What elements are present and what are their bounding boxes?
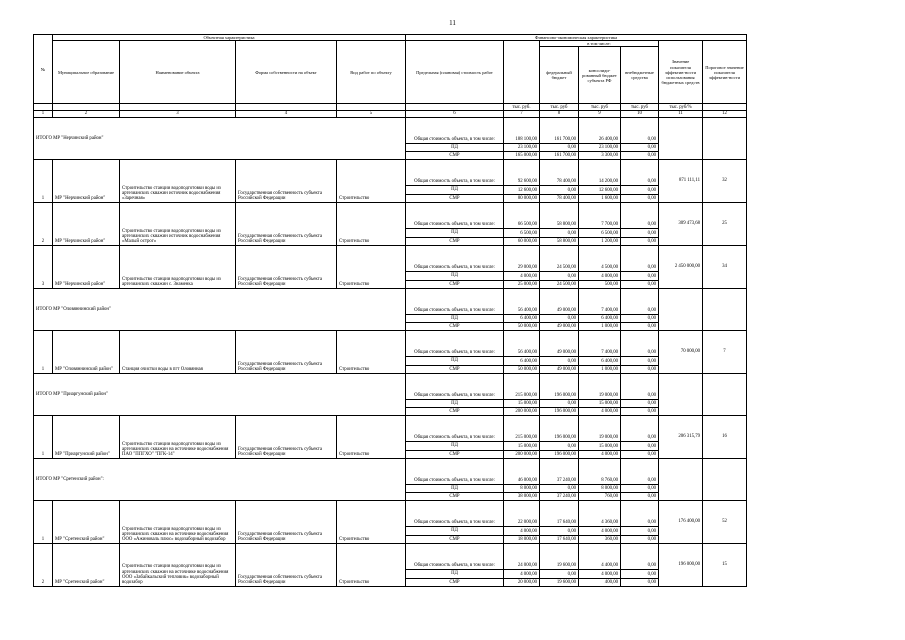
- cost-label-pd: ПД: [406, 484, 504, 492]
- threshold-cell: [703, 458, 747, 500]
- cost-label-pd: ПД: [406, 228, 504, 237]
- cost-value-pd: 0,00: [621, 143, 659, 151]
- column-number: 9: [579, 111, 621, 117]
- item-object-name: Строительство станции водоподготовки воды из артезианских скважин источник водоснабжения «Заречная»: [120, 159, 236, 202]
- efficiency-cell: [659, 288, 703, 330]
- cost-value-total: 37 240,00: [540, 458, 579, 484]
- cost-value-total: 161 700,00: [540, 117, 579, 143]
- cost-label-total: Общая стоимость объекта, в том числе:: [406, 288, 504, 314]
- cost-value-pd: 0,00: [621, 526, 659, 535]
- cost-value-pd: 0,00: [540, 228, 579, 237]
- cost-label-total: Общая стоимость объекта, в том числе:: [406, 117, 504, 143]
- cost-value-total: 17 640,00: [540, 500, 579, 526]
- item-number: 1: [34, 159, 53, 202]
- cost-value-total: 7 700,00: [579, 202, 621, 228]
- cost-value-smr: 161 700,00: [540, 151, 579, 159]
- item-municipality: МР "Сретенский район": [53, 500, 120, 543]
- cost-label-total: Общая стоимость объекта, в том числе:: [406, 245, 504, 271]
- cost-value-total: 14 200,00: [579, 159, 621, 185]
- cost-label-smr: СМР: [406, 237, 504, 245]
- item-object-name: Строительство станции водоподготовки воды из артезианских скважин на источнике водоснабжения ООО «Ажиноваль плюс» водозаборный водозабор: [120, 500, 236, 543]
- cost-value-pd: 0,00: [540, 569, 579, 578]
- cost-value-pd: 4 000,00: [579, 569, 621, 578]
- threshold-value: 15: [703, 543, 747, 586]
- efficiency-cell: [659, 458, 703, 500]
- cost-value-smr: 0,00: [621, 322, 659, 330]
- cost-label-pd: ПД: [406, 143, 504, 151]
- efficiency-value: 309 473,68: [659, 202, 703, 245]
- cost-label-pd: ПД: [406, 271, 504, 280]
- cost-value-smr: 19 600,00: [540, 578, 579, 586]
- cost-value-total: 7 400,00: [579, 330, 621, 356]
- item-object-name: Строительство станции водоподготовки воды из артезианских скважин с. Знаменка: [120, 245, 236, 288]
- cost-value-smr: 18 000,00: [504, 535, 540, 543]
- cost-value-total: 188 100,00: [504, 117, 540, 143]
- cost-value-pd: 15 000,00: [579, 441, 621, 450]
- cost-value-total: 196 000,00: [540, 415, 579, 441]
- efficiency-value: 2 450 000,00: [659, 245, 703, 288]
- cost-value-pd: 6 500,00: [579, 228, 621, 237]
- item-object-name: Станция очистки воды в пгт Оловянная: [120, 330, 236, 373]
- column-number: 1: [34, 111, 53, 117]
- cost-value-total: 0,00: [621, 245, 659, 271]
- header-extrabudget: внебюджетные средства: [621, 47, 659, 104]
- threshold-value: 34: [703, 245, 747, 288]
- item-row: [34, 159, 747, 185]
- header-incl: в том числе:: [540, 41, 659, 47]
- threshold-cell: [703, 117, 747, 159]
- item-municipality: МР "Нерчинский район": [53, 159, 120, 202]
- threshold-cell: [703, 373, 747, 415]
- cost-value-total: 56 400,00: [504, 330, 540, 356]
- item-object-name: Строительство станции водоподготовки воды из артезианских скважин на источнике водоснабжения ПАО "ППГХО" "ПГК-14": [120, 415, 236, 458]
- item-municipality: МР "Нерчинский район": [53, 245, 120, 288]
- cost-value-pd: 0,00: [621, 569, 659, 578]
- cost-value-total: 0,00: [621, 415, 659, 441]
- units-cell: тыс. руб: [540, 104, 579, 111]
- efficiency-value: 196 000,00: [659, 543, 703, 586]
- cost-value-total: 24 500,00: [540, 245, 579, 271]
- cost-label-total: Общая стоимость объекта, в том числе:: [406, 202, 504, 228]
- cost-value-pd: 6 500,00: [504, 228, 540, 237]
- cost-value-total: 46 000,00: [504, 458, 540, 484]
- cost-value-pd: 15 000,00: [579, 399, 621, 407]
- total-row: [34, 373, 747, 399]
- cost-value-smr: 0,00: [621, 535, 659, 543]
- item-ownership: Государственная собственность субъекта Российской Федерации: [236, 330, 337, 373]
- cost-value-smr: 38 000,00: [504, 492, 540, 500]
- cost-value-smr: 760,00: [579, 492, 621, 500]
- cost-value-pd: 23 100,00: [579, 143, 621, 151]
- cost-value-total: 0,00: [621, 330, 659, 356]
- cost-value-total: 58 800,00: [540, 202, 579, 228]
- column-number: 4: [236, 111, 337, 117]
- cost-label-pd: ПД: [406, 399, 504, 407]
- item-work-type: Строительство: [337, 245, 406, 288]
- cost-value-total: 0,00: [621, 288, 659, 314]
- cost-value-pd: 0,00: [540, 484, 579, 492]
- cost-label-smr: СМР: [406, 280, 504, 288]
- investment-table: [33, 34, 747, 587]
- units-cell: [120, 104, 236, 111]
- cost-value-total: 24 000,00: [504, 543, 540, 569]
- item-work-type: Строительство: [337, 159, 406, 202]
- cost-value-smr: 200 000,00: [504, 450, 540, 458]
- item-row: [34, 330, 747, 356]
- column-number: 12: [703, 111, 747, 117]
- cost-value-smr: 0,00: [621, 407, 659, 415]
- cost-value-smr: 49 000,00: [540, 322, 579, 330]
- cost-value-total: 0,00: [621, 500, 659, 526]
- cost-value-smr: 0,00: [621, 492, 659, 500]
- cost-value-total: 8 760,00: [579, 458, 621, 484]
- cost-value-smr: 0,00: [621, 194, 659, 202]
- cost-value-smr: 4 000,00: [579, 407, 621, 415]
- cost-label-smr: СМР: [406, 407, 504, 415]
- cost-value-pd: 0,00: [540, 143, 579, 151]
- header-group-finance: Финансово-экономическая характеристика: [406, 35, 747, 41]
- cost-label-pd: ПД: [406, 356, 504, 365]
- item-work-type: Строительство: [337, 202, 406, 245]
- item-row: [34, 202, 747, 228]
- cost-value-total: 215 000,00: [504, 373, 540, 399]
- cost-value-pd: 0,00: [621, 356, 659, 365]
- cost-value-total: 0,00: [621, 159, 659, 185]
- cost-value-total: 0,00: [621, 543, 659, 569]
- cost-value-total: 0,00: [621, 373, 659, 399]
- cost-value-smr: 200 000,00: [504, 407, 540, 415]
- cost-value-total: 7 400,00: [579, 288, 621, 314]
- cost-value-smr: 1 600,00: [579, 194, 621, 202]
- column-number: 7: [504, 111, 540, 117]
- cost-label-total: Общая стоимость объекта, в том числе:: [406, 330, 504, 356]
- cost-value-smr: 0,00: [621, 450, 659, 458]
- cost-value-pd: 0,00: [621, 399, 659, 407]
- header-group-object: Объектная характеристика: [53, 35, 406, 41]
- header-threshold: Пороговое значение показателя эффектив-ности: [703, 41, 747, 104]
- item-ownership: Государственная собственность субъекта Российской Федерации: [236, 543, 337, 586]
- cost-value-smr: 60 000,00: [504, 237, 540, 245]
- efficiency-cell: [659, 373, 703, 415]
- item-municipality: МР "Приаргунский район": [53, 415, 120, 458]
- item-ownership: Государственная собственность субъекта Российской Федерации: [236, 202, 337, 245]
- item-number: 1: [34, 415, 53, 458]
- item-work-type: Строительство: [337, 330, 406, 373]
- cost-value-pd: 6 400,00: [504, 356, 540, 365]
- cost-value-total: 49 000,00: [540, 288, 579, 314]
- cost-value-smr: 360,00: [579, 535, 621, 543]
- header-ownership: Форма собственности на объект: [236, 41, 337, 104]
- column-number: 6: [406, 111, 504, 117]
- cost-value-smr: 400,00: [579, 578, 621, 586]
- cost-value-pd: 0,00: [540, 526, 579, 535]
- cost-value-smr: 500,00: [579, 280, 621, 288]
- threshold-value: 52: [703, 500, 747, 543]
- cost-label-pd: ПД: [406, 314, 504, 322]
- column-number: 11: [659, 111, 703, 117]
- cost-value-total: 0,00: [621, 458, 659, 484]
- cost-value-pd: 4 000,00: [504, 526, 540, 535]
- cost-value-total: 92 600,00: [504, 159, 540, 185]
- units-cell: [53, 104, 120, 111]
- item-ownership: Государственная собственность субъекта Российской Федерации: [236, 159, 337, 202]
- header-blank: [504, 41, 540, 104]
- item-row: [34, 245, 747, 271]
- item-row: [34, 500, 747, 526]
- cost-value-total: 78 400,00: [540, 159, 579, 185]
- cost-value-smr: 1 000,00: [579, 365, 621, 373]
- cost-label-smr: СМР: [406, 151, 504, 159]
- item-municipality: МР "Нерчинский район": [53, 202, 120, 245]
- cost-value-total: 196 000,00: [540, 373, 579, 399]
- cost-value-smr: 0,00: [621, 578, 659, 586]
- header-efficiency: Значение показателя эффектив-ности использования бюджетных средств: [659, 41, 703, 104]
- cost-label-smr: СМР: [406, 578, 504, 586]
- column-number: 10: [621, 111, 659, 117]
- cost-value-total: 19 600,00: [540, 543, 579, 569]
- cost-value-smr: 17 640,00: [540, 535, 579, 543]
- threshold-value: 7: [703, 330, 747, 373]
- cost-value-smr: 20 000,00: [504, 578, 540, 586]
- item-work-type: Строительство: [337, 415, 406, 458]
- item-number: 1: [34, 500, 53, 543]
- total-row: [34, 117, 747, 143]
- total-title: ИТОГО МР "Сретенский район":: [34, 458, 406, 500]
- cost-value-pd: 4 000,00: [579, 526, 621, 535]
- column-number: 3: [120, 111, 236, 117]
- investment-table-sheet: [33, 34, 747, 587]
- efficiency-value: 871 111,11: [659, 159, 703, 202]
- cost-value-smr: 1 000,00: [579, 322, 621, 330]
- threshold-value: 32: [703, 159, 747, 202]
- cost-value-smr: 0,00: [621, 365, 659, 373]
- units-cell: [406, 104, 504, 111]
- header-consolidated: консолиди-рованный бюджет субъекта РФ: [579, 47, 621, 104]
- cost-value-smr: 196 000,00: [540, 450, 579, 458]
- cost-value-total: 4 500,00: [579, 245, 621, 271]
- units-cell: тыс. руб/%: [659, 104, 703, 111]
- cost-value-pd: 4 000,00: [579, 271, 621, 280]
- cost-label-smr: СМР: [406, 535, 504, 543]
- cost-value-smr: 50 000,00: [504, 322, 540, 330]
- item-row: [34, 543, 747, 569]
- page-number: 11: [449, 19, 456, 27]
- cost-value-pd: 0,00: [540, 356, 579, 365]
- efficiency-value: 70 000,00: [659, 330, 703, 373]
- cost-label-total: Общая стоимость объекта, в том числе:: [406, 543, 504, 569]
- item-number: 3: [34, 245, 53, 288]
- total-title: ИТОГО МР "Приаргунский район": [34, 373, 406, 415]
- units-cell: [236, 104, 337, 111]
- efficiency-value: 176 400,00: [659, 500, 703, 543]
- cost-value-smr: 49 000,00: [540, 365, 579, 373]
- cost-value-pd: 0,00: [621, 228, 659, 237]
- header-no: №: [34, 35, 53, 104]
- cost-label-pd: ПД: [406, 185, 504, 194]
- header-federal: федеральный бюджет: [540, 47, 579, 104]
- item-row: [34, 415, 747, 441]
- units-cell: [703, 104, 747, 111]
- cost-value-smr: 80 000,00: [504, 194, 540, 202]
- header-estimated-cost: Предельная (плановая) стоимость работ: [406, 41, 504, 104]
- cost-value-smr: 78 400,00: [540, 194, 579, 202]
- cost-label-smr: СМР: [406, 194, 504, 202]
- cost-value-smr: 0,00: [621, 280, 659, 288]
- total-row: [34, 458, 747, 484]
- cost-value-pd: 6 400,00: [579, 356, 621, 365]
- cost-value-pd: 6 400,00: [504, 314, 540, 322]
- item-municipality: МР "Оловяннинский район": [53, 330, 120, 373]
- cost-value-total: 56 400,00: [504, 288, 540, 314]
- efficiency-cell: [659, 117, 703, 159]
- cost-value-pd: 4 000,00: [504, 569, 540, 578]
- cost-value-smr: 4 000,00: [579, 450, 621, 458]
- cost-value-smr: 165 000,00: [504, 151, 540, 159]
- item-object-name: Строительство станции водоподготовки воды из артезианских скважин на источнике водоснабжения ООО «Забайкальский тепловик» водозаборный водозабор: [120, 543, 236, 586]
- cost-value-pd: 0,00: [621, 314, 659, 322]
- cost-value-pd: 23 100,00: [504, 143, 540, 151]
- threshold-cell: [703, 288, 747, 330]
- cost-value-total: 4 360,00: [579, 500, 621, 526]
- units-cell: [337, 104, 406, 111]
- cost-value-pd: 0,00: [621, 185, 659, 194]
- cost-value-total: 0,00: [621, 117, 659, 143]
- cost-value-smr: 196 000,00: [540, 407, 579, 415]
- cost-value-pd: 0,00: [540, 441, 579, 450]
- total-row: [34, 288, 747, 314]
- item-ownership: Государственная собственность субъекта Российской Федерации: [236, 415, 337, 458]
- cost-value-total: 29 000,00: [504, 245, 540, 271]
- cost-label-smr: СМР: [406, 322, 504, 330]
- cost-label-total: Общая стоимость объекта, в том числе:: [406, 458, 504, 484]
- cost-label-pd: ПД: [406, 526, 504, 535]
- cost-value-pd: 15 000,00: [504, 399, 540, 407]
- cost-value-total: 26 400,00: [579, 117, 621, 143]
- cost-value-smr: 0,00: [621, 237, 659, 245]
- cost-value-pd: 0,00: [621, 271, 659, 280]
- cost-label-total: Общая стоимость объекта, в том числе:: [406, 415, 504, 441]
- cost-value-pd: 8 000,00: [579, 484, 621, 492]
- cost-value-smr: 1 200,00: [579, 237, 621, 245]
- cost-value-pd: 0,00: [540, 399, 579, 407]
- cost-value-smr: 3 300,00: [579, 151, 621, 159]
- cost-value-pd: 0,00: [621, 484, 659, 492]
- cost-value-smr: 24 500,00: [540, 280, 579, 288]
- column-number: 2: [53, 111, 120, 117]
- item-number: 2: [34, 202, 53, 245]
- cost-label-pd: ПД: [406, 569, 504, 578]
- cost-label-pd: ПД: [406, 441, 504, 450]
- item-work-type: Строительство: [337, 543, 406, 586]
- cost-value-pd: 4 000,00: [504, 271, 540, 280]
- column-number: 5: [337, 111, 406, 117]
- item-number: 1: [34, 330, 53, 373]
- units-cell: тыс. руб: [579, 104, 621, 111]
- cost-label-smr: СМР: [406, 365, 504, 373]
- item-municipality: МР "Сретенский район": [53, 543, 120, 586]
- item-ownership: Государственная собственность субъекта Российской Федерации: [236, 500, 337, 543]
- cost-value-pd: 0,00: [540, 271, 579, 280]
- header-municipality: Муниципальное образование: [53, 41, 120, 104]
- cost-label-total: Общая стоимость объекта, в том числе:: [406, 373, 504, 399]
- cost-value-total: 22 000,00: [504, 500, 540, 526]
- item-number: 2: [34, 543, 53, 586]
- threshold-value: 25: [703, 202, 747, 245]
- efficiency-value: 206 315,79: [659, 415, 703, 458]
- cost-label-smr: СМР: [406, 492, 504, 500]
- total-title: ИТОГО МР "Оловяннинский район": [34, 288, 406, 330]
- units-cell: [34, 104, 53, 111]
- header-object-name: Наименование объекта: [120, 41, 236, 104]
- cost-value-pd: 15 000,00: [504, 441, 540, 450]
- cost-value-total: 66 500,00: [504, 202, 540, 228]
- total-title: ИТОГО МР "Нерчинский район": [34, 117, 406, 159]
- cost-value-total: 4 400,00: [579, 543, 621, 569]
- threshold-value: 16: [703, 415, 747, 458]
- cost-value-pd: 12 600,00: [504, 185, 540, 194]
- cost-value-total: 215 000,00: [504, 415, 540, 441]
- cost-value-smr: 37 240,00: [540, 492, 579, 500]
- column-number: 8: [540, 111, 579, 117]
- cost-value-pd: 12 600,00: [579, 185, 621, 194]
- cost-value-smr: 25 000,00: [504, 280, 540, 288]
- cost-value-smr: 50 000,00: [504, 365, 540, 373]
- cost-value-pd: 0,00: [540, 185, 579, 194]
- cost-value-pd: 0,00: [621, 441, 659, 450]
- cost-label-total: Общая стоимость объекта, в том числе:: [406, 500, 504, 526]
- cost-value-pd: 6 400,00: [579, 314, 621, 322]
- cost-label-total: Общая стоимость объекта, в том числе:: [406, 159, 504, 185]
- cost-value-total: 19 000,00: [579, 373, 621, 399]
- units-cell: тыс. руб.: [504, 104, 540, 111]
- header-work-type: Вид работ по объекту: [337, 41, 406, 104]
- cost-value-smr: 58 800,00: [540, 237, 579, 245]
- item-object-name: Строительство станции водоподготовки воды из артезианских скважин источник водоснабжения «Малый острог»: [120, 202, 236, 245]
- cost-value-pd: 0,00: [540, 314, 579, 322]
- cost-value-total: 49 000,00: [540, 330, 579, 356]
- units-cell: тыс. руб: [621, 104, 659, 111]
- cost-value-total: 19 000,00: [579, 415, 621, 441]
- cost-value-smr: 0,00: [621, 151, 659, 159]
- cost-label-smr: СМР: [406, 450, 504, 458]
- cost-value-pd: 8 000,00: [504, 484, 540, 492]
- item-work-type: Строительство: [337, 500, 406, 543]
- item-ownership: Государственная собственность субъекта Российской Федерации: [236, 245, 337, 288]
- cost-value-total: 0,00: [621, 202, 659, 228]
